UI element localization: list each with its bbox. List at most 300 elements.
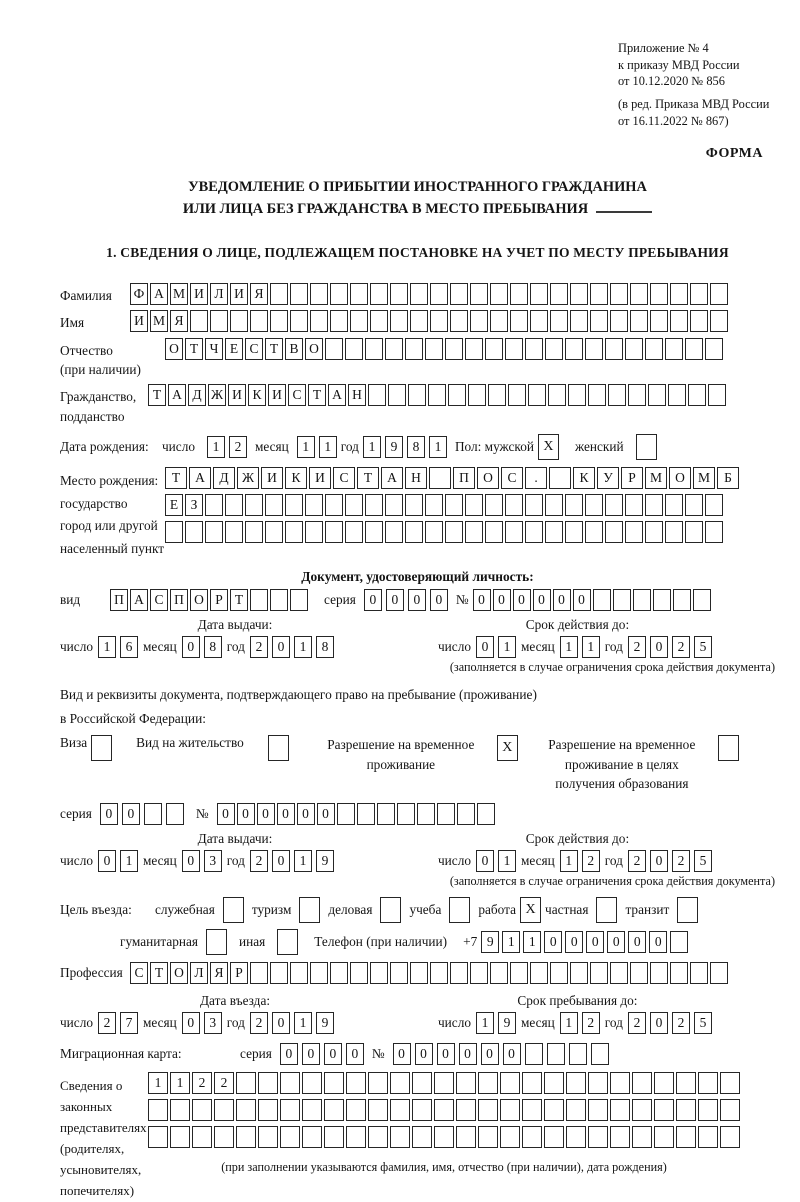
char-cell: [270, 962, 288, 984]
char-cell: [653, 589, 671, 611]
title-line-1: УВЕДОМЛЕНИЕ О ПРИБЫТИИ ИНОСТРАННОГО ГРАЖДАНИНА: [188, 178, 647, 195]
char-cell: И: [261, 467, 283, 489]
char-cell: 1: [582, 636, 600, 658]
char-cell: 8: [407, 436, 425, 458]
representatives-cells-row2: [148, 1099, 740, 1121]
char-cell: [456, 1072, 476, 1094]
char-cell: [425, 494, 443, 516]
char-cell: 0: [280, 1043, 298, 1065]
char-cell: С: [288, 384, 306, 406]
purpose-private-checkbox: [596, 897, 617, 923]
birth-place-cells-row2: [165, 494, 739, 516]
char-cell: [485, 521, 503, 543]
char-cell: [545, 521, 563, 543]
char-cell: 0: [573, 589, 591, 611]
char-cell: [236, 1126, 256, 1148]
char-cell: [654, 1126, 674, 1148]
purpose-study-label: учеба: [409, 902, 442, 918]
identity-number-cells: [473, 589, 711, 611]
char-cell: [585, 521, 603, 543]
char-cell: [429, 467, 451, 489]
char-cell: [550, 283, 568, 305]
char-cell: [448, 384, 466, 406]
char-cell: [478, 1126, 498, 1148]
char-cell: 0: [430, 589, 448, 611]
purpose-row-2: [60, 929, 775, 955]
char-cell: Т: [150, 962, 168, 984]
char-cell: 0: [272, 636, 290, 658]
birth-date-row: [60, 434, 775, 460]
purpose-other-label: иная: [239, 934, 266, 950]
char-cell: 0: [182, 850, 200, 872]
char-cell: 3: [204, 850, 222, 872]
char-cell: [337, 803, 355, 825]
annex-line-3: от 10.12.2020 № 856: [618, 74, 725, 89]
char-cell: [610, 962, 628, 984]
char-cell: 2: [250, 636, 268, 658]
char-cell: [530, 962, 548, 984]
char-cell: [214, 1126, 234, 1148]
char-cell: [324, 1072, 344, 1094]
char-cell: [698, 1099, 718, 1121]
char-cell: [549, 467, 571, 489]
char-cell: [457, 803, 475, 825]
char-cell: [390, 283, 408, 305]
char-cell: [410, 962, 428, 984]
char-cell: [290, 962, 308, 984]
residence-valid-date: число 0 1 месяц 1 2 год 2 0 2 5: [438, 850, 717, 872]
char-cell: [525, 521, 543, 543]
char-cell: [705, 338, 723, 360]
stay-month-cells: [560, 1012, 600, 1034]
char-cell: [280, 1072, 300, 1094]
char-cell: [330, 283, 348, 305]
residence-doc-dates: [60, 831, 775, 872]
char-cell: [230, 310, 248, 332]
char-cell: 0: [544, 931, 562, 953]
purpose-business-checkbox: [380, 897, 401, 923]
residence-series-cells: [100, 803, 184, 825]
char-cell: [490, 962, 508, 984]
surname-cells: [130, 283, 728, 305]
char-cell: [385, 521, 403, 543]
char-cell: [346, 1126, 366, 1148]
char-cell: 2: [582, 850, 600, 872]
char-cell: [676, 1126, 696, 1148]
char-cell: [588, 1072, 608, 1094]
char-cell: [665, 338, 683, 360]
char-cell: [285, 521, 303, 543]
char-cell: [445, 338, 463, 360]
char-cell: 0: [473, 589, 491, 611]
char-cell: [325, 338, 343, 360]
char-cell: [225, 521, 243, 543]
char-cell: К: [285, 467, 307, 489]
char-cell: [630, 283, 648, 305]
char-cell: 8: [316, 636, 334, 658]
char-cell: [670, 310, 688, 332]
char-cell: 1: [498, 850, 516, 872]
char-cell: [280, 1126, 300, 1148]
purpose-tourism-label: туризм: [251, 902, 292, 918]
form-label: ФОРМА: [705, 145, 763, 161]
visa-label: Виза: [60, 735, 88, 751]
char-cell: А: [328, 384, 346, 406]
char-cell: 1: [363, 436, 381, 458]
char-cell: [720, 1072, 740, 1094]
char-cell: [500, 1126, 520, 1148]
char-cell: [412, 1126, 432, 1148]
char-cell: [645, 521, 663, 543]
char-cell: О: [669, 467, 691, 489]
char-cell: [165, 521, 183, 543]
amendment-reference: [618, 96, 775, 129]
char-cell: 0: [650, 636, 668, 658]
birth-month-label: месяц: [255, 438, 289, 454]
identity-issue-year-cells: [250, 636, 334, 658]
char-cell: [685, 338, 703, 360]
char-cell: 5: [694, 850, 712, 872]
char-cell: [368, 1126, 388, 1148]
char-cell: [365, 521, 383, 543]
char-cell: [345, 494, 363, 516]
char-cell: [465, 521, 483, 543]
migration-card-row: [60, 1043, 775, 1065]
char-cell: Л: [190, 962, 208, 984]
citizenship-label: Гражданство, подданство: [60, 389, 137, 424]
migration-number-cells: [393, 1043, 609, 1065]
char-cell: 0: [476, 850, 494, 872]
char-cell: [685, 521, 703, 543]
profession-label: Профессия: [60, 965, 123, 981]
char-cell: О: [477, 467, 499, 489]
char-cell: [545, 494, 563, 516]
char-cell: [698, 1072, 718, 1094]
char-cell: [632, 1099, 652, 1121]
char-cell: 2: [229, 436, 247, 458]
given-name-label: Имя: [60, 315, 85, 331]
char-cell: [522, 1099, 542, 1121]
entry-month-cells: [182, 1012, 222, 1034]
char-cell: [270, 310, 288, 332]
char-cell: 0: [553, 589, 571, 611]
char-cell: 2: [192, 1072, 212, 1094]
migration-number-label: №: [371, 1046, 385, 1062]
residence-permit-checkbox: [268, 735, 289, 761]
char-cell: [324, 1126, 344, 1148]
char-cell: Н: [405, 467, 427, 489]
given-name-cells: [130, 310, 728, 332]
char-cell: [654, 1072, 674, 1094]
char-cell: [510, 310, 528, 332]
residence-issue-date: число 0 1 месяц 0 3 год 2 0 1 9: [60, 850, 410, 872]
char-cell: [690, 310, 708, 332]
migration-series-label: серия: [240, 1046, 272, 1062]
char-cell: [545, 338, 563, 360]
stay-until-date: число 1 9 месяц 1 2 год 2 0 2 5: [438, 1012, 717, 1034]
char-cell: [205, 494, 223, 516]
char-cell: [390, 310, 408, 332]
char-cell: 2: [672, 636, 690, 658]
char-cell: О: [165, 338, 183, 360]
char-cell: [478, 1072, 498, 1094]
identity-kind-cells: [110, 589, 308, 611]
char-cell: [214, 1099, 234, 1121]
birth-place-row: [60, 467, 775, 561]
char-cell: Т: [230, 589, 248, 611]
char-cell: 1: [120, 850, 138, 872]
char-cell: О: [170, 962, 188, 984]
residence-issue-heading: Дата выдачи:: [197, 831, 273, 847]
char-cell: [688, 384, 706, 406]
char-cell: [166, 803, 184, 825]
representatives-cells-row3: [148, 1126, 740, 1148]
phone-cells: [481, 931, 688, 953]
char-cell: [676, 1072, 696, 1094]
purpose-humanitarian-label: гуманитарная: [120, 934, 199, 950]
char-cell: [530, 310, 548, 332]
document-title: [60, 176, 775, 222]
char-cell: 1: [148, 1072, 168, 1094]
char-cell: Ч: [205, 338, 223, 360]
char-cell: 2: [98, 1012, 116, 1034]
birth-place-cells-row1: [165, 467, 739, 489]
char-cell: [590, 310, 608, 332]
char-cell: 2: [672, 1012, 690, 1034]
char-cell: [192, 1126, 212, 1148]
section-1-heading: 1. СВЕДЕНИЯ О ЛИЦЕ, ПОДЛЕЖАЩЕМ ПОСТАНОВКЕ НА УЧЕТ ПО МЕСТУ ПРЕБЫВАНИЯ: [106, 245, 729, 261]
char-cell: 0: [98, 850, 116, 872]
char-cell: 2: [628, 850, 646, 872]
char-cell: А: [381, 467, 403, 489]
char-cell: И: [228, 384, 246, 406]
char-cell: [265, 494, 283, 516]
char-cell: [325, 494, 343, 516]
char-cell: [610, 283, 628, 305]
char-cell: 0: [364, 589, 382, 611]
amendment-line-1: (в ред. Приказа МВД России: [618, 97, 770, 112]
char-cell: [665, 521, 683, 543]
char-cell: [430, 310, 448, 332]
annex-reference: [618, 40, 775, 130]
char-cell: [425, 338, 443, 360]
char-cell: 0: [493, 589, 511, 611]
char-cell: [377, 803, 395, 825]
char-cell: [265, 521, 283, 543]
char-cell: [410, 283, 428, 305]
amendment-line-2: от 16.11.2022 № 867): [618, 113, 729, 128]
char-cell: [485, 338, 503, 360]
char-cell: [490, 283, 508, 305]
char-cell: [610, 1072, 630, 1094]
birth-day-label: число: [162, 438, 195, 454]
identity-issue-month-cells: [182, 636, 222, 658]
char-cell: [478, 1099, 498, 1121]
sex-female-checkbox: [636, 434, 657, 460]
phone-label: Телефон (при наличии): [314, 934, 448, 950]
char-cell: К: [248, 384, 266, 406]
char-cell: Д: [213, 467, 235, 489]
identity-issue-date: число 1 6 месяц 0 8 год 2 0 1 8: [60, 636, 410, 658]
char-cell: [365, 494, 383, 516]
char-cell: [588, 1099, 608, 1121]
char-cell: [488, 384, 506, 406]
char-cell: [630, 962, 648, 984]
char-cell: [148, 1126, 168, 1148]
char-cell: Ж: [237, 467, 259, 489]
char-cell: Р: [210, 589, 228, 611]
char-cell: С: [245, 338, 263, 360]
purpose-transit-checkbox: [677, 897, 698, 923]
char-cell: .: [525, 467, 547, 489]
char-cell: С: [333, 467, 355, 489]
char-cell: 1: [294, 1012, 312, 1034]
char-cell: [710, 310, 728, 332]
char-cell: 1: [498, 636, 516, 658]
char-cell: 0: [607, 931, 625, 953]
char-cell: 0: [415, 1043, 433, 1065]
char-cell: М: [645, 467, 667, 489]
char-cell: 0: [533, 589, 551, 611]
purpose-work-label: работа: [478, 902, 517, 918]
char-cell: [412, 1072, 432, 1094]
char-cell: [450, 962, 468, 984]
birth-day-cells: [207, 436, 247, 458]
char-cell: П: [170, 589, 188, 611]
char-cell: 0: [649, 931, 667, 953]
char-cell: [250, 962, 268, 984]
char-cell: [456, 1099, 476, 1121]
char-cell: [370, 962, 388, 984]
char-cell: [310, 310, 328, 332]
residence-number-label: №: [195, 806, 209, 822]
purpose-other-checkbox: [277, 929, 298, 955]
purpose-work-checkbox: X: [520, 897, 541, 923]
char-cell: Т: [185, 338, 203, 360]
char-cell: Б: [717, 467, 739, 489]
char-cell: [698, 1126, 718, 1148]
char-cell: П: [110, 589, 128, 611]
char-cell: [565, 338, 583, 360]
identity-validity-note: (заполняется в случае ограничения срока действия документа): [449, 660, 775, 675]
char-cell: 0: [317, 803, 335, 825]
purpose-official-checkbox: [223, 897, 244, 923]
char-cell: [650, 283, 668, 305]
char-cell: 1: [560, 850, 578, 872]
char-cell: 1: [207, 436, 225, 458]
patronymic-label: Отчество (при наличии): [60, 338, 165, 380]
char-cell: [570, 283, 588, 305]
identity-doc-dates: [60, 617, 775, 658]
purpose-label: Цель въезда:: [60, 902, 132, 918]
purpose-humanitarian-checkbox: [206, 929, 227, 955]
char-cell: [569, 1043, 587, 1065]
char-cell: [170, 1126, 190, 1148]
char-cell: [368, 1072, 388, 1094]
residence-issue-month-cells: [182, 850, 222, 872]
char-cell: Т: [308, 384, 326, 406]
patronymic-cells: [165, 338, 723, 360]
char-cell: [525, 1043, 543, 1065]
char-cell: [285, 494, 303, 516]
char-cell: [585, 338, 603, 360]
char-cell: [310, 962, 328, 984]
char-cell: [245, 494, 263, 516]
char-cell: [676, 1099, 696, 1121]
purpose-study-checkbox: [449, 897, 470, 923]
char-cell: 2: [582, 1012, 600, 1034]
char-cell: 0: [386, 589, 404, 611]
char-cell: Я: [170, 310, 188, 332]
surname-row: [60, 283, 775, 305]
char-cell: [465, 338, 483, 360]
char-cell: [270, 589, 288, 611]
char-cell: 0: [272, 1012, 290, 1034]
purpose-business-label: деловая: [328, 902, 373, 918]
char-cell: 0: [476, 636, 494, 658]
char-cell: [350, 310, 368, 332]
char-cell: [708, 384, 726, 406]
title-blank-line: [596, 211, 652, 213]
residence-permit-label: Вид на жительство: [136, 735, 244, 751]
char-cell: [450, 283, 468, 305]
char-cell: Ж: [208, 384, 226, 406]
char-cell: [522, 1126, 542, 1148]
char-cell: [417, 803, 435, 825]
char-cell: 0: [346, 1043, 364, 1065]
char-cell: 0: [503, 1043, 521, 1065]
residence-validity-note: (заполняется в случае ограничения срока действия документа): [449, 874, 775, 889]
char-cell: 0: [513, 589, 531, 611]
citizenship-cells: [148, 384, 726, 406]
char-cell: [370, 310, 388, 332]
stay-day-cells: [476, 1012, 516, 1034]
identity-doc-heading: Документ, удостоверяющий личность:: [301, 569, 534, 585]
char-cell: 0: [277, 803, 295, 825]
char-cell: 0: [100, 803, 118, 825]
residence-doc-options: [60, 735, 775, 793]
char-cell: [588, 384, 606, 406]
char-cell: 0: [122, 803, 140, 825]
char-cell: 2: [250, 850, 268, 872]
char-cell: [632, 1072, 652, 1094]
char-cell: 5: [694, 1012, 712, 1034]
residence-valid-heading: Срок действия до:: [525, 831, 630, 847]
char-cell: [170, 1099, 190, 1121]
char-cell: 1: [294, 636, 312, 658]
profession-cells: [130, 962, 728, 984]
char-cell: Е: [225, 338, 243, 360]
stay-year-cells: [628, 1012, 712, 1034]
representatives-block: [60, 1072, 775, 1201]
char-cell: Е: [165, 494, 183, 516]
char-cell: [280, 1099, 300, 1121]
sex-male-checkbox: X: [538, 434, 559, 460]
char-cell: [385, 494, 403, 516]
char-cell: [258, 1099, 278, 1121]
char-cell: И: [190, 283, 208, 305]
char-cell: 0: [437, 1043, 455, 1065]
char-cell: [450, 310, 468, 332]
char-cell: 1: [523, 931, 541, 953]
char-cell: [390, 962, 408, 984]
char-cell: [250, 310, 268, 332]
char-cell: 0: [393, 1043, 411, 1065]
char-cell: Р: [621, 467, 643, 489]
char-cell: И: [268, 384, 286, 406]
char-cell: 1: [560, 636, 578, 658]
char-cell: 9: [316, 1012, 334, 1034]
